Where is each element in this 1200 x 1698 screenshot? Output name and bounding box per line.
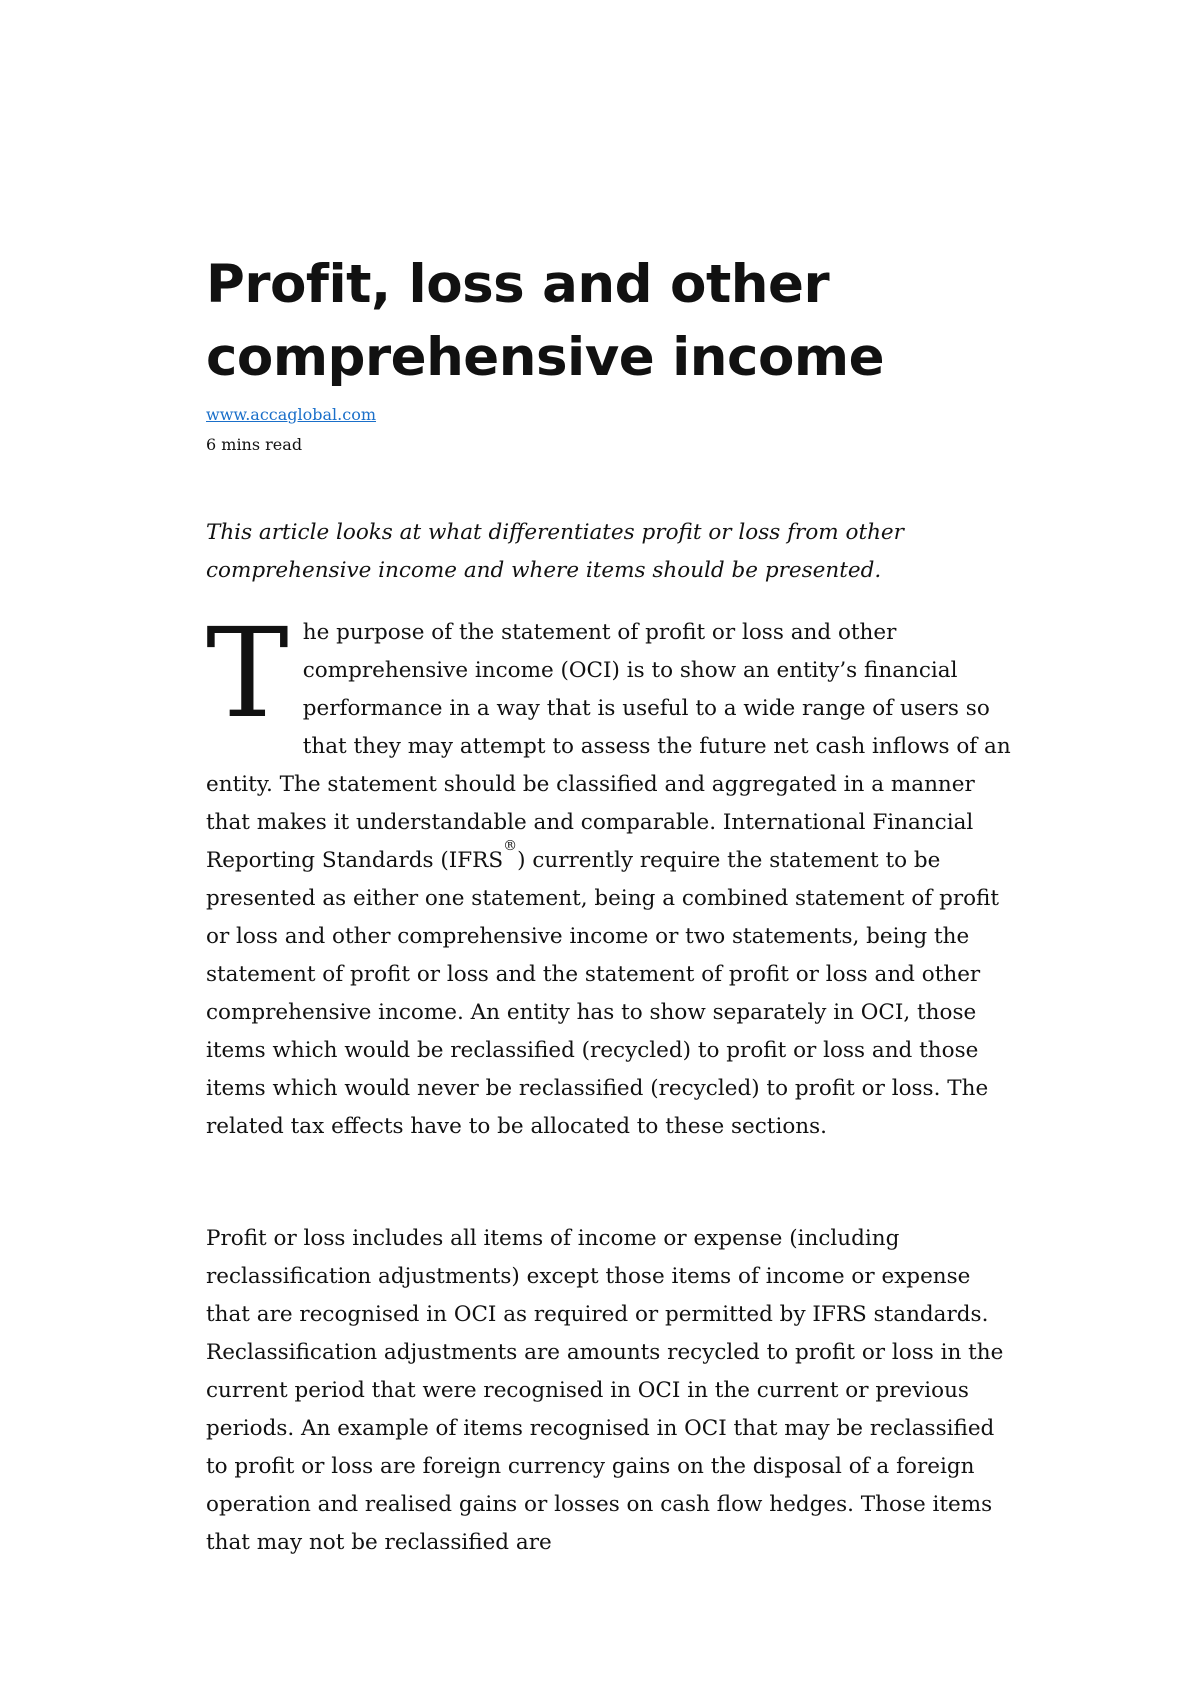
article-title: Profit, loss and other comprehensive income [206, 254, 885, 388]
body-paragraph-2: Profit or loss includes all items of income or expense (including reclassification adjustments) except those items of income or expense that are recognised in OCI as required or permitted by IFRS standards. Reclassification adjustments are amounts recycled to profit or loss in the current period that were recognised in OCI in the current or previous periods. An example of items recognised in OCI that may be reclassified to profit or loss are foreign currency gains on the disposal of a foreign operation and realised gains or losses on cash flow hedges. Those items that may not be reclassified are [206, 1226, 1004, 1555]
drop-cap: T [206, 602, 289, 746]
paragraph-1-text-end: ) currently require the statement to be presented as either one statement, being a combined statement of profit or loss and other comprehensive income or two statements, being the statement of profit or loss and the statement of profit or loss and other comprehensive income. An entity has to show separately in OCI, those items which would be reclassified (recycled) to profit or loss and those items which would never be reclassified (recycled) to profit or loss. The related tax effects have to be allocated to these sections. [206, 848, 1000, 1139]
source-link[interactable]: www.accaglobal.com [206, 405, 377, 424]
read-time: 6 mins read [206, 435, 303, 454]
registered-mark: ® [503, 837, 518, 854]
article-lead: This article looks at what differentiates profit or loss from other comprehensive income and where items should be presented. [206, 520, 904, 583]
paragraph-1-text-start: he purpose of the statement of profit or loss and other comprehensive income (OCI) is to show an entity’s financial performance in a way that is useful to a wide range of users so that they may attempt to assess the future net cash inflows of an entity. The statement should be classified and aggregated in a manner that makes it understandable and comparable. International Financial Reporting Standards (IFRS [206, 620, 1011, 873]
body-paragraph-1 [206, 602, 1016, 1146]
